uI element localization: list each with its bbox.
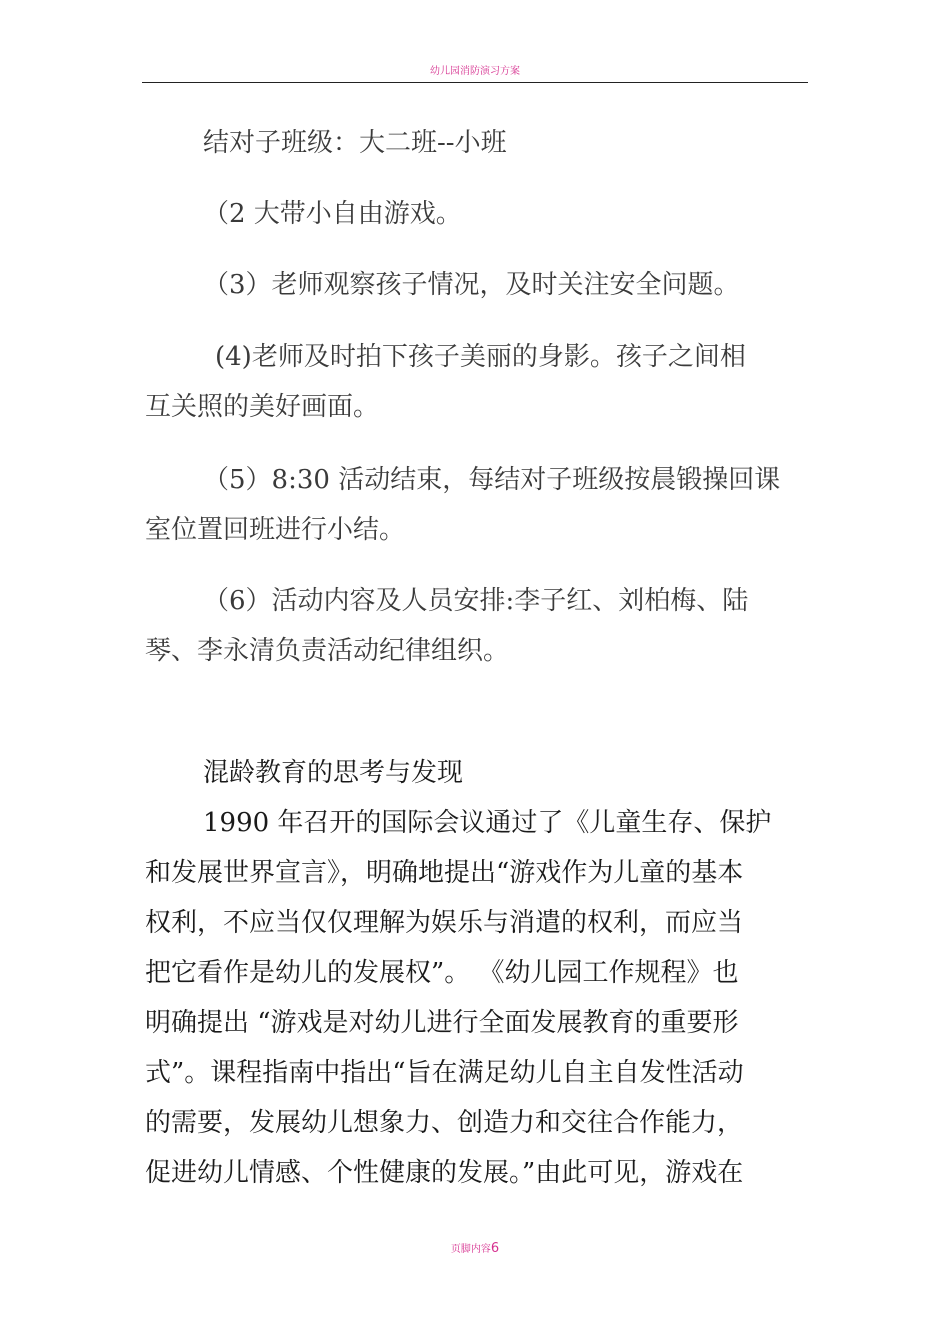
paragraph-line: (4)老师及时拍下孩子美丽的身影。孩子之间相 (215, 342, 746, 372)
paragraph-line: （6）活动内容及人员安排:李子红、刘柏梅、陆 (203, 586, 749, 616)
section-line: 明确提出 “游戏是对幼儿进行全面发展教育的重要形 (145, 1008, 739, 1038)
page-header-title: 幼儿园消防演习方案 (430, 66, 520, 77)
paragraph-pairing (145, 118, 805, 168)
paragraph-step-5 (145, 455, 805, 555)
section-body (145, 798, 805, 1198)
paragraph-line: （5）8:30 活动结束，每结对子班级按晨锻操回课 (203, 465, 781, 495)
footer-label: 页脚内容 (450, 1244, 491, 1255)
paragraph-line: （2 大带小自由游戏。 (203, 199, 462, 229)
paragraph-line: 互关照的美好画面。 (145, 392, 380, 422)
paragraph-step-2 (145, 189, 805, 239)
section-line: 1990 年召开的国际会议通过了《儿童生存、保护 (203, 808, 772, 838)
paragraph-line: （3）老师观察孩子情况，及时关注安全问题。 (203, 270, 740, 300)
paragraph-step-6 (145, 576, 805, 676)
paragraph-line: 琴、李永清负责活动纪律组织。 (145, 636, 510, 666)
section-line: 的需要，发展幼儿想象力、创造力和交往合作能力， (145, 1108, 744, 1138)
section-heading: 混龄教育的思考与发现 (203, 758, 464, 788)
section-line: 权利，不应当仅仅理解为娱乐与消遣的权利，而应当 (145, 908, 744, 938)
section-line: 促进幼儿情感、个性健康的发展。”由此可见，游戏在 (145, 1158, 744, 1188)
section-line: 和发展世界宣言》，明确地提出“游戏作为儿童的基本 (145, 858, 744, 888)
section-line: 式”。课程指南中指出“旨在满足幼儿自主自发性活动 (145, 1058, 744, 1088)
header-divider (142, 82, 808, 83)
paragraph-line: 结对子班级：大二班--小班 (203, 128, 507, 158)
section-line: 把它看作是幼儿的发展权”。 《幼儿园工作规程》也 (145, 958, 739, 988)
page-number: 6 (490, 1241, 500, 1256)
paragraph-step-3 (145, 260, 805, 310)
page-footer (0, 1240, 950, 1258)
paragraph-step-4 (145, 332, 805, 432)
paragraph-line: 室位置回班进行小结。 (145, 515, 406, 545)
